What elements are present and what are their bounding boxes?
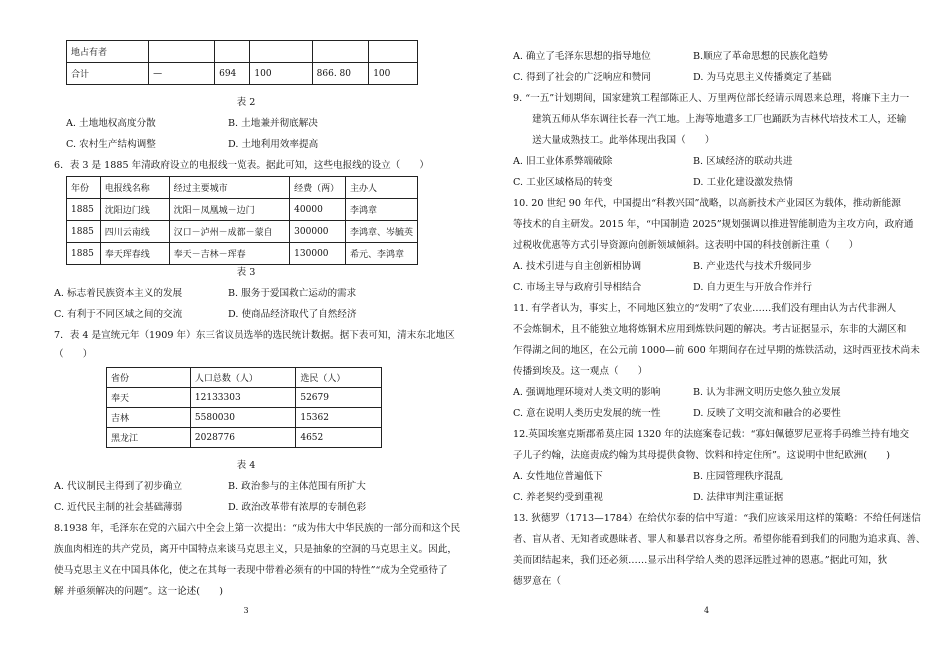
table-cell: 年份 (67, 177, 101, 199)
table-cell: 5580030 (190, 408, 295, 428)
table-cell: 李鸿章 (345, 199, 417, 221)
table-cell: 主办人 (345, 177, 417, 199)
q7-option-d: D. 政治改革带有浓厚的专制色彩 (228, 502, 367, 513)
q6-option-a: A. 标志着民族资本主义的发展 (54, 288, 183, 299)
table-cell: 2028776 (190, 428, 295, 448)
table-row (67, 199, 418, 221)
q5-option-c: C. 农村生产结构调整 (66, 139, 156, 150)
table-3-caption: 表 3 (236, 267, 256, 278)
table-cell: 300000 (290, 221, 346, 243)
q9-option-b: B. 区域经济的联动共进 (693, 156, 793, 167)
q13-line-4: 德罗意在（ (513, 576, 581, 587)
table-cell: 52679 (296, 388, 382, 408)
q6-option-c: C. 有利于不同区域之间的交流 (54, 309, 183, 320)
table-4 (106, 367, 382, 448)
table-cell (369, 41, 418, 63)
table-cell (149, 41, 215, 63)
left-page (54, 0, 461, 672)
q11-option-c: C. 意在说明人类历史发展的统一性 (513, 408, 661, 419)
table-cell: 130000 (290, 243, 346, 265)
q10-option-c: C. 市场主导与政府引导相结合 (513, 282, 642, 293)
q12-option-d: D. 法律审判注重证据 (693, 492, 784, 503)
table-3 (66, 176, 418, 265)
table-cell: 选民（人） (296, 368, 382, 388)
table-cell: 866. 80 (312, 63, 369, 85)
table-cell (215, 41, 250, 63)
q10-line-1: 10. 20 世纪 90 年代，中国提出“科教兴国”战略，以高新技术产业园区为载体，推动新能源 (513, 198, 901, 209)
q6-stem: 6．表 3 是 1885 年清政府设立的电报线一览表。据此可知，这些电报线的设立（ ） (54, 160, 430, 171)
table-cell: 1885 (67, 199, 101, 221)
q8-line-2: 族血肉相连的共产党员，离开中国特点来谈马克思主义，只是抽象的空洞的马克思主义。因此， (54, 544, 457, 555)
q12-option-a: A. 女性地位普遍低下 (513, 471, 603, 482)
q6-option-d: D. 使商品经济取代了自然经济 (228, 309, 357, 320)
q9-option-c: C. 工业区域格局的转变 (513, 177, 613, 188)
q9-line-1: 9. “一五”计划期间，国家建筑工程部陈正人、万里两位部长经请示周恩来总理，将廉下主力一 (513, 93, 910, 104)
table-cell: 电报线名称 (100, 177, 169, 199)
q12-option-b: B. 庄园管理秩序混乱 (693, 471, 783, 482)
q9-line-2: 建筑五师从华东调往长春一汽工地。上海等地遣多工厂也踊跃为吉林代培技术工人，还输 (513, 114, 907, 125)
table-2 (66, 40, 418, 85)
q8-option-d: D. 为马克思主义传播奠定了基础 (693, 72, 832, 83)
table-cell: 希元、李鸿章 (345, 243, 417, 265)
q11-line-1: 11. 有学者认为，事实上，不同地区独立的“发明”了农业……我们没有理由认为古代非洲人 (513, 303, 897, 314)
q10-line-2: 等技术的自主研发。2015 年，“中国制造 2025”规划强调以推进智能制造为主攻方向，政府通 (513, 219, 914, 230)
table-cell: 四川云南线 (100, 221, 169, 243)
q12-line-1: 12.英国埃塞克斯郡希莫庄园 1320 年的法庭案卷记载：“寡妇佩德罗尼亚将手码维兰持有地交 (513, 429, 910, 440)
table-row (107, 408, 382, 428)
table-cell: 沈阳边门线 (100, 199, 169, 221)
table-row (67, 41, 418, 63)
page-number-right: 4 (703, 606, 710, 615)
table-2-caption: 表 2 (236, 97, 256, 108)
table-cell: 40000 (290, 199, 346, 221)
q8-option-b: B.顺应了革命思想的民族化趋势 (693, 51, 828, 62)
table-cell: 吉林 (107, 408, 191, 428)
q7-stem-line-1: 7．表 4 是宣统元年（1909 年）东三省议员选举的选民统计数据。据下表可知，清末东北地区 (54, 330, 455, 341)
q11-option-a: A. 强调地理环境对人类文明的影响 (513, 387, 661, 398)
table-row (67, 243, 418, 265)
table-cell (250, 41, 312, 63)
q10-option-d: D. 自力更生与开放合作并行 (693, 282, 812, 293)
table-row (107, 388, 382, 408)
q8-line-1: 8.1938 年，毛泽东在党的六届六中全会上第一次提出：“成为伟大中华民族的一部分而和这个民 (54, 523, 461, 534)
table-cell: — (149, 63, 215, 85)
q13-line-3: 美而团结起来，我们还必须……显示出科学给人类的恩泽远胜过神的恩惠。”据此可知，狄 (513, 555, 888, 566)
q11-line-2: 不会炼铜术，且不能独立地将炼铜术应用到炼铁问题的解决。考古证据显示，东非的大湖区和 (513, 324, 907, 335)
table-cell: 省份 (107, 368, 191, 388)
q8-line-4: 解 并亟须解决的问题”。这一论述( ) (54, 586, 223, 597)
q8-line-3: 使马克思主义在中国具体化，使之在其每一表现中带着必须有的中国的特性”“成为全党亟待了 (54, 565, 448, 576)
table-row (67, 221, 418, 243)
table-cell: 地占有者 (67, 41, 149, 63)
q11-line-3: 乍得湖之间的地区，在公元前 1000—前 600 年期间存在过早期的炼铁活动，这时西亚技术尚未 (513, 345, 920, 356)
table-cell: 4652 (296, 428, 382, 448)
table-cell: 李鸿章、岑毓英 (345, 221, 417, 243)
table-cell: 1885 (67, 221, 101, 243)
table-cell: 奉天珲春线 (100, 243, 169, 265)
table-cell (312, 41, 369, 63)
q5-option-a: A. 土地地权高度分散 (66, 118, 156, 129)
table-4-caption: 表 4 (236, 460, 256, 471)
q9-option-d: D. 工业化建设激发热情 (693, 177, 793, 188)
table-cell: 694 (215, 63, 250, 85)
q7-stem-line-2: （ ） (54, 349, 93, 360)
q13-line-2: 者、盲从者、无知者或愚昧者、罪人和暴君以容身之所。希望你能看到我们的同胞为追求真、善、 (513, 534, 926, 545)
q11-option-b: B. 认为非洲文明历史悠久独立发展 (693, 387, 841, 398)
q8-option-a: A. 确立了毛泽东思想的指导地位 (513, 51, 651, 62)
table-cell: 100 (369, 63, 418, 85)
table-cell: 沈阳－凤凰城－边门 (169, 199, 290, 221)
q9-option-a: A. 旧工业体系弊端破除 (513, 156, 613, 167)
q6-option-b: B. 服务于爱国救亡运动的需求 (228, 288, 357, 299)
q7-option-a: A. 代议制民主得到了初步确立 (54, 481, 183, 492)
page-number-left: 3 (243, 606, 249, 615)
q12-line-2: 子儿子约翰，法庭责成约翰为其母提供食物、饮料和持定住所”。这说明中世纪欧洲( ) (513, 450, 890, 461)
q5-option-d: D. 土地利用效率提高 (228, 139, 319, 150)
table-row (107, 368, 382, 388)
table-cell: 奉天－吉林－珲春 (169, 243, 290, 265)
right-page (513, 0, 926, 672)
q7-option-b: B. 政治参与的主体范围有所扩大 (228, 481, 366, 492)
q12-option-c: C. 养老契约受到重视 (513, 492, 603, 503)
q11-option-d: D. 反映了文明交流和融合的必要性 (693, 408, 841, 419)
table-cell: 15362 (296, 408, 382, 428)
table-cell: 汉口－泸州－成都－蒙自 (169, 221, 290, 243)
table-cell: 合计 (67, 63, 149, 85)
q13-line-1: 13. 狄德罗（1713—1784）在给伏尔泰的信中写道：“我们应该采用这样的策略：不给任何迷信 (513, 513, 921, 524)
q8-option-c: C. 得到了社会的广泛响应和赞同 (513, 72, 651, 83)
table-cell: 经过主要城市 (169, 177, 290, 199)
q9-line-3: 送大量成熟技工。此举体现出我国（ ） (513, 135, 715, 146)
table-cell: 人口总数（人） (190, 368, 295, 388)
table-cell: 黑龙江 (107, 428, 191, 448)
table-cell: 1885 (67, 243, 101, 265)
q5-option-b: B. 土地兼并彻底解决 (228, 118, 318, 129)
q10-option-a: A. 技术引进与自主创新相协调 (513, 261, 642, 272)
table-row (67, 177, 418, 199)
table-cell: 经费（两） (290, 177, 346, 199)
table-row (107, 428, 382, 448)
table-cell: 奉天 (107, 388, 191, 408)
q7-option-c: C. 近代民主制的社会基础薄弱 (54, 502, 183, 513)
table-row (67, 63, 418, 85)
q10-line-3: 过税收优惠等方式引导资源向创新领域倾斜。这表明中国的科技创新注重（ ） (513, 240, 859, 251)
q10-option-b: B. 产业迭代与技术升级同步 (693, 261, 812, 272)
table-cell: 12133303 (190, 388, 295, 408)
q11-line-4: 传播到埃及。这一观点（ ） (513, 366, 648, 377)
table-cell: 100 (250, 63, 312, 85)
